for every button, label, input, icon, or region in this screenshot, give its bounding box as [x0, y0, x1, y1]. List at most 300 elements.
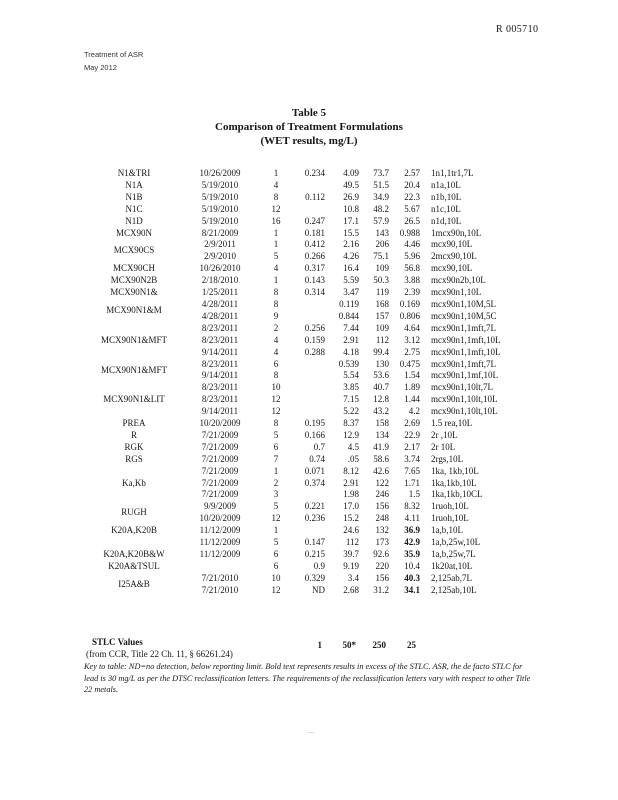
cure-days: 8	[273, 370, 279, 381]
cure-days: 1	[273, 525, 279, 536]
value-col-2: 2.91	[343, 334, 359, 345]
sample-id: 2,125ab,10L	[431, 584, 477, 595]
value-col-4: 22.9	[404, 429, 420, 440]
value-col-3: 73.7	[373, 168, 389, 178]
test-date: 4/28/2011	[201, 310, 239, 321]
test-date: 7/21/2009	[201, 477, 239, 488]
value-col-1	[298, 394, 325, 406]
sample-id: 2mcx90,10L	[431, 251, 477, 262]
cure-days: 4	[273, 263, 279, 274]
cure-days: 9	[273, 310, 279, 321]
value-col-4: 36.9	[404, 525, 420, 536]
cure-days: 8	[273, 298, 279, 309]
value-col-3: 130	[375, 358, 389, 369]
value-col-2: 0.539	[338, 358, 359, 369]
value-col-1: 0.288	[304, 346, 325, 357]
value-col-1: 0.266	[304, 251, 325, 262]
table-row	[82, 442, 541, 454]
value-col-2: 5.54	[343, 370, 359, 381]
value-col-3: 92.6	[373, 549, 389, 559]
test-date: 7/21/2009	[201, 465, 239, 476]
value-col-3: 134	[375, 429, 389, 440]
value-col-1: 0.374	[304, 477, 325, 488]
value-col-2: 39.7	[343, 549, 359, 559]
value-col-3: 42.6	[373, 465, 389, 476]
value-col-1: ND	[312, 584, 325, 595]
sample-id: 1a,b,25w,10L	[431, 537, 481, 548]
value-col-4: 1.5	[408, 489, 420, 500]
sample-id: 1.5 rea,10L	[431, 418, 473, 429]
test-date: 11/12/2009	[199, 525, 241, 536]
value-col-2: 5.22	[343, 406, 359, 417]
formulation-name: MCX90N1&MFT	[100, 334, 167, 345]
value-col-1	[298, 180, 325, 192]
value-col-2: 4.18	[343, 346, 359, 357]
value-col-3: 12.8	[373, 394, 389, 405]
table-row	[82, 275, 541, 287]
value-col-3: 50.3	[373, 275, 389, 286]
test-date: 2/18/2010	[201, 275, 239, 286]
value-col-2: 3.4	[347, 572, 359, 583]
table-row	[82, 430, 541, 442]
value-col-4: 0.169	[399, 298, 420, 309]
cure-days: 5	[273, 429, 279, 440]
value-col-3: 109	[375, 322, 389, 333]
sample-id: mcx90n1,10M,5C	[431, 310, 497, 321]
value-col-2: 8.12	[343, 465, 359, 476]
value-col-4: 2.69	[404, 418, 420, 429]
sample-id: mcx90n1,1mft,10L	[431, 346, 501, 357]
table-key-note: Key to table: ND=no detection, below reporting limit. Bold text represents results in excess of the STLC. ASR, the de facto STLC for lead is 30 mg/L as per the DTSC reclassification letters. The requirements of the reclassification letters vary with respect to other Title 22 metals.	[84, 662, 531, 694]
cure-days: 10	[271, 382, 281, 393]
cure-days: 8	[273, 418, 279, 429]
sample-id: 1a,b,25w,7L	[431, 549, 476, 559]
value-col-1: 0.112	[305, 191, 325, 202]
value-col-4: 0.475	[399, 358, 420, 369]
value-col-1: 0.166	[304, 429, 325, 440]
cure-days: 8	[273, 287, 279, 298]
table-row	[82, 549, 541, 561]
formulation-name: N1A	[125, 179, 143, 190]
value-col-3: 112	[375, 334, 389, 345]
formulation-name: PREA	[122, 418, 146, 429]
sample-id: mcx90n1,1mft,7L	[431, 358, 496, 369]
value-col-2: 10.8	[343, 203, 359, 214]
formulation-name	[82, 466, 186, 478]
value-col-4: 2.39	[404, 287, 420, 298]
test-date: 5/19/2010	[201, 191, 239, 202]
cure-days: 1	[273, 465, 279, 476]
value-col-4: 5.96	[404, 251, 420, 262]
value-col-3: 156	[375, 572, 389, 583]
sample-id: mcx90n1,10lt,10L	[431, 406, 498, 417]
value-col-2: 8.37	[343, 418, 359, 429]
cure-days: 2	[273, 322, 279, 333]
stlc-value-4: 25	[407, 640, 416, 650]
cure-days: 1	[273, 227, 279, 238]
formulation-name: RGS	[125, 453, 143, 464]
table-title: Table 5	[291, 107, 327, 119]
table-row	[82, 573, 541, 585]
value-col-2: 24.6	[343, 525, 359, 536]
sample-id: n1c,10L	[431, 203, 461, 214]
value-col-2: 112	[345, 537, 359, 548]
sample-id: mcx90n1,1mft,10L	[431, 334, 501, 345]
value-col-1	[298, 311, 325, 323]
value-col-4: 1.89	[404, 382, 420, 393]
value-col-2: 4.26	[343, 251, 359, 262]
value-col-3: 109	[375, 263, 389, 274]
value-col-2: 16.4	[343, 263, 359, 274]
cure-days: 1	[273, 168, 279, 178]
value-col-1: 0.314	[304, 287, 325, 298]
test-date	[186, 561, 254, 573]
cure-days: 5	[273, 251, 279, 262]
header-line-2: May 2012	[84, 63, 117, 72]
value-col-3: 246	[375, 489, 389, 500]
value-col-1	[298, 382, 325, 394]
bates-number: R 005710	[496, 24, 539, 35]
value-col-1	[298, 370, 325, 382]
value-col-4: 4.11	[404, 513, 420, 524]
table-units: (WET results, mg/L)	[260, 135, 358, 147]
value-col-2: 3.85	[343, 382, 359, 393]
page-mark: …	[308, 729, 314, 735]
value-col-2: 17.0	[343, 501, 359, 512]
sample-id: mcx90n1,10L	[431, 287, 482, 298]
cure-days: 6	[273, 560, 279, 571]
formulation-group-label: MCX90CS	[113, 245, 155, 256]
table-row	[82, 489, 541, 501]
test-date: 9/14/2011	[201, 346, 239, 357]
value-col-3: 122	[375, 477, 389, 488]
sample-id: 1ka,1kb,10L	[431, 477, 477, 488]
test-date: 9/14/2011	[201, 370, 239, 381]
cure-days: 12	[271, 513, 281, 524]
stlc-source: (from CCR, Title 22 Ch. 11, § 66261.24)	[86, 649, 233, 659]
value-col-1: 0.215	[304, 549, 325, 559]
table-subtitle: Comparison of Treatment Formulations	[215, 121, 403, 133]
test-date: 8/21/2009	[201, 227, 239, 238]
value-col-1: 0.181	[304, 227, 325, 238]
table-row	[82, 418, 541, 430]
stlc-value-2: 50*	[342, 640, 356, 650]
value-col-4: 0.988	[399, 227, 420, 238]
sample-id: n1b,10L	[431, 191, 462, 202]
sample-id: mcx90n1,10lt,7L	[431, 382, 493, 393]
value-col-1: 0.256	[304, 322, 325, 333]
value-col-2: 4.5	[347, 441, 359, 452]
sample-id: 1n1,1tr1,7L	[431, 168, 474, 178]
test-date: 11/12/2009	[199, 537, 241, 548]
formulation-group-label: MCX90N1&M	[106, 304, 162, 315]
cure-days: 16	[271, 215, 281, 226]
table-row	[82, 239, 541, 251]
stlc-label: STLC Values	[92, 637, 143, 647]
formulation-name: K20A&TSUL	[108, 560, 160, 571]
sample-id: 1mcx90n,10L	[431, 227, 482, 238]
formulation-name: MCX90N	[115, 227, 152, 238]
sample-id: mcx90n1,10M,5L	[431, 298, 496, 309]
test-date: 11/12/2009	[199, 549, 241, 559]
value-col-3: 99.4	[373, 346, 389, 357]
formulation-name: N1C	[125, 203, 143, 214]
cure-days: 12	[271, 406, 281, 417]
cure-days: 10	[271, 572, 281, 583]
value-col-2: 2.68	[343, 584, 359, 595]
sample-id: 2r 10L	[431, 441, 456, 452]
value-col-4: 8.32	[404, 501, 420, 512]
value-col-1: 0.143	[304, 275, 325, 286]
cure-days: 6	[273, 441, 279, 452]
table-row	[82, 501, 541, 513]
sample-id: mcx90n1,10lt,10L	[431, 394, 498, 405]
test-date: 8/23/2011	[201, 322, 239, 333]
cure-days: 3	[273, 489, 279, 500]
value-col-4: 1.71	[404, 477, 420, 488]
value-col-4: 2.57	[404, 168, 420, 178]
table-row	[82, 323, 541, 335]
cure-days: 4	[273, 334, 279, 345]
sample-id: n1d,10L	[431, 215, 462, 226]
value-col-3: 34.9	[373, 191, 389, 202]
value-col-1: 0.071	[304, 465, 325, 476]
value-col-2: 17.1	[343, 215, 359, 226]
sample-id: 1k20at,10L	[431, 560, 473, 571]
value-col-4: 56.8	[404, 263, 420, 274]
value-col-4: 1.44	[404, 394, 420, 405]
value-col-3: 40.7	[373, 382, 389, 393]
table-row	[82, 335, 541, 347]
value-col-4: 26.5	[404, 215, 420, 226]
formulation-name: MCX90CH	[112, 263, 155, 274]
value-col-4: 2.75	[404, 346, 420, 357]
value-col-2: 7.15	[343, 394, 359, 405]
table-row	[82, 525, 541, 537]
test-date: 7/21/2009	[201, 441, 239, 452]
value-col-2: 0.119	[339, 298, 359, 309]
cure-days: 12	[271, 394, 281, 405]
value-col-3: 48.2	[373, 203, 389, 214]
table-row	[82, 359, 541, 371]
value-col-2: 9.19	[343, 560, 359, 571]
value-col-2: 1.98	[343, 489, 359, 500]
cure-days: 7	[273, 453, 279, 464]
value-col-4: 3.88	[404, 275, 420, 286]
value-col-4: 5.67	[404, 203, 420, 214]
value-col-3: 158	[375, 418, 389, 429]
table-row	[82, 263, 541, 275]
cure-days: 2	[273, 477, 279, 488]
test-date: 1/25/2011	[201, 287, 239, 298]
value-col-1: 0.74	[309, 453, 325, 464]
value-col-2: 4.09	[343, 168, 359, 178]
formulation-name	[82, 347, 186, 359]
test-date: 7/21/2009	[201, 453, 239, 464]
value-col-1: 0.236	[304, 513, 325, 524]
value-col-4: 35.9	[404, 549, 420, 559]
value-col-3: 41.9	[373, 441, 389, 452]
formulation-name: N1D	[125, 215, 143, 226]
value-col-1: 0.7	[313, 441, 325, 452]
test-date: 8/23/2011	[201, 358, 239, 369]
table-row	[82, 287, 541, 299]
table-row	[82, 216, 541, 228]
value-col-2: 5.59	[343, 275, 359, 286]
value-col-4: 22.3	[404, 191, 420, 202]
cure-days: 1	[273, 275, 279, 286]
value-col-4: 40.3	[404, 572, 420, 583]
cure-days: 5	[273, 501, 279, 512]
sample-id: mcx90n1,1mf,10L	[431, 370, 498, 381]
value-col-4: 4.64	[404, 322, 420, 333]
value-col-2: 49.5	[343, 179, 359, 190]
value-col-2: .05	[347, 453, 359, 464]
cure-days: 8	[273, 191, 279, 202]
test-date: 10/20/2009	[199, 513, 241, 524]
formulation-name: N1&TRI	[117, 168, 151, 178]
test-date: 7/21/2009	[201, 429, 239, 440]
test-date: 5/19/2010	[201, 215, 239, 226]
value-col-4: 20.4	[404, 179, 420, 190]
value-col-3: 168	[375, 298, 389, 309]
sample-id: 2,125ab,7L	[431, 572, 472, 583]
value-col-1	[298, 359, 325, 371]
value-col-4: 7.65	[404, 465, 420, 476]
value-col-2: 2.16	[343, 239, 359, 250]
sample-id: n1a,10L	[431, 179, 461, 190]
sample-id: mcx90,10L	[431, 263, 473, 274]
value-col-2: 2.91	[343, 477, 359, 488]
table-row	[82, 299, 541, 311]
sample-id: 2rgs,10L	[431, 453, 464, 464]
value-col-4: 3.12	[404, 334, 420, 345]
cure-days: 1	[273, 239, 279, 250]
test-date: 10/26/2010	[199, 263, 241, 274]
test-date: 8/23/2011	[201, 394, 239, 405]
test-date: 9/14/2011	[201, 406, 239, 417]
value-col-4: 0.806	[399, 310, 420, 321]
value-col-4: 3.74	[404, 453, 420, 464]
value-col-3: 53.6	[373, 370, 389, 381]
value-col-3: 220	[375, 560, 389, 571]
value-col-2: 7.44	[343, 322, 359, 333]
stlc-row	[0, 637, 618, 663]
table-row	[82, 537, 541, 549]
test-date: 5/19/2010	[201, 179, 239, 190]
formulation-name: MCX90N1&	[110, 287, 158, 298]
test-date: 7/21/2010	[201, 584, 239, 595]
test-date: 8/23/2011	[201, 382, 239, 393]
value-col-1: 0.195	[304, 418, 325, 429]
header-line-1: Treatment of ASR	[84, 50, 144, 59]
test-date: 4/28/2011	[201, 298, 239, 309]
test-date: 2/9/2011	[204, 239, 236, 250]
test-date: 7/21/2010	[201, 572, 239, 583]
value-col-3: 31.2	[373, 584, 389, 595]
test-date: 2/9/2010	[203, 251, 236, 262]
stlc-value-3: 250	[372, 640, 386, 650]
value-col-1: 0.159	[304, 334, 325, 345]
value-col-1: 0.412	[304, 239, 325, 250]
formulation-name: MCX90N2B	[110, 275, 158, 286]
cure-days: 6	[273, 549, 279, 559]
table-row	[82, 466, 541, 478]
stlc-value-1: 1	[317, 640, 322, 650]
formulation-name: K20A,K20B	[111, 525, 157, 536]
formulation-name: RGK	[124, 441, 144, 452]
results-table-body	[82, 168, 541, 597]
value-col-3: 51.5	[373, 179, 389, 190]
value-col-1: 0.221	[304, 501, 325, 512]
table-row	[82, 382, 541, 394]
sample-id: 2r ,10L	[431, 429, 458, 440]
sample-id: mcx90n1,1mft,7L	[431, 322, 496, 333]
value-col-1: 0.234	[304, 168, 325, 178]
table-row	[82, 347, 541, 359]
value-col-4: 1.54	[404, 370, 420, 381]
value-col-1: 0.317	[304, 263, 325, 274]
sample-id: mcx90,10L	[431, 239, 473, 250]
sample-id: mcx90n2b,10L	[431, 275, 486, 286]
value-col-3: 157	[375, 310, 389, 321]
value-col-3: 173	[375, 537, 389, 548]
table-row	[82, 561, 541, 573]
sample-id: 1ruoh,10L	[431, 513, 469, 524]
value-col-3: 57.9	[373, 215, 389, 226]
sample-id: 1ruoh,10L	[431, 501, 469, 512]
table-row	[82, 180, 541, 192]
table-row	[82, 168, 541, 180]
value-col-4: 10.4	[404, 560, 420, 571]
table-row	[82, 228, 541, 240]
formulation-group-label: I25A&B	[118, 578, 150, 589]
formulation-name	[82, 382, 186, 394]
value-col-1	[298, 489, 325, 501]
formulation-name: MCX90N1&LIT	[103, 394, 165, 405]
value-col-1: 0.247	[304, 215, 325, 226]
formulation-group-label: RUGH	[121, 507, 147, 518]
table-row	[82, 192, 541, 204]
value-col-3: 43.2	[373, 406, 389, 417]
table-row	[82, 394, 541, 406]
table-row	[82, 478, 541, 490]
value-col-1: 0.147	[304, 537, 325, 548]
value-col-1: 0.9	[313, 560, 325, 571]
cure-days: 4	[273, 179, 279, 190]
test-date: 9/9/2009	[203, 501, 236, 512]
cure-days: 12	[271, 584, 281, 595]
value-col-4: 4.2	[408, 406, 420, 417]
value-col-3: 206	[375, 239, 389, 250]
test-date: 5/19/2010	[201, 203, 239, 214]
value-col-4: 42.9	[404, 537, 420, 548]
value-col-3: 75.1	[373, 251, 389, 262]
table-row	[82, 204, 541, 216]
sample-id: 1ka, 1kb,10L	[431, 465, 479, 476]
value-col-1	[298, 525, 325, 537]
value-col-2: 3.47	[343, 287, 359, 298]
test-date: 10/20/2009	[199, 418, 241, 429]
value-col-4: 2.17	[404, 441, 420, 452]
cure-days: 4	[273, 346, 279, 357]
formulation-group-label: MCX90N1&MFT	[100, 364, 167, 375]
test-date: 8/23/2011	[201, 334, 239, 345]
value-col-1: 0.329	[304, 572, 325, 583]
value-col-3: 143	[375, 227, 389, 238]
table-row	[82, 406, 541, 418]
value-col-3: 119	[375, 287, 389, 298]
